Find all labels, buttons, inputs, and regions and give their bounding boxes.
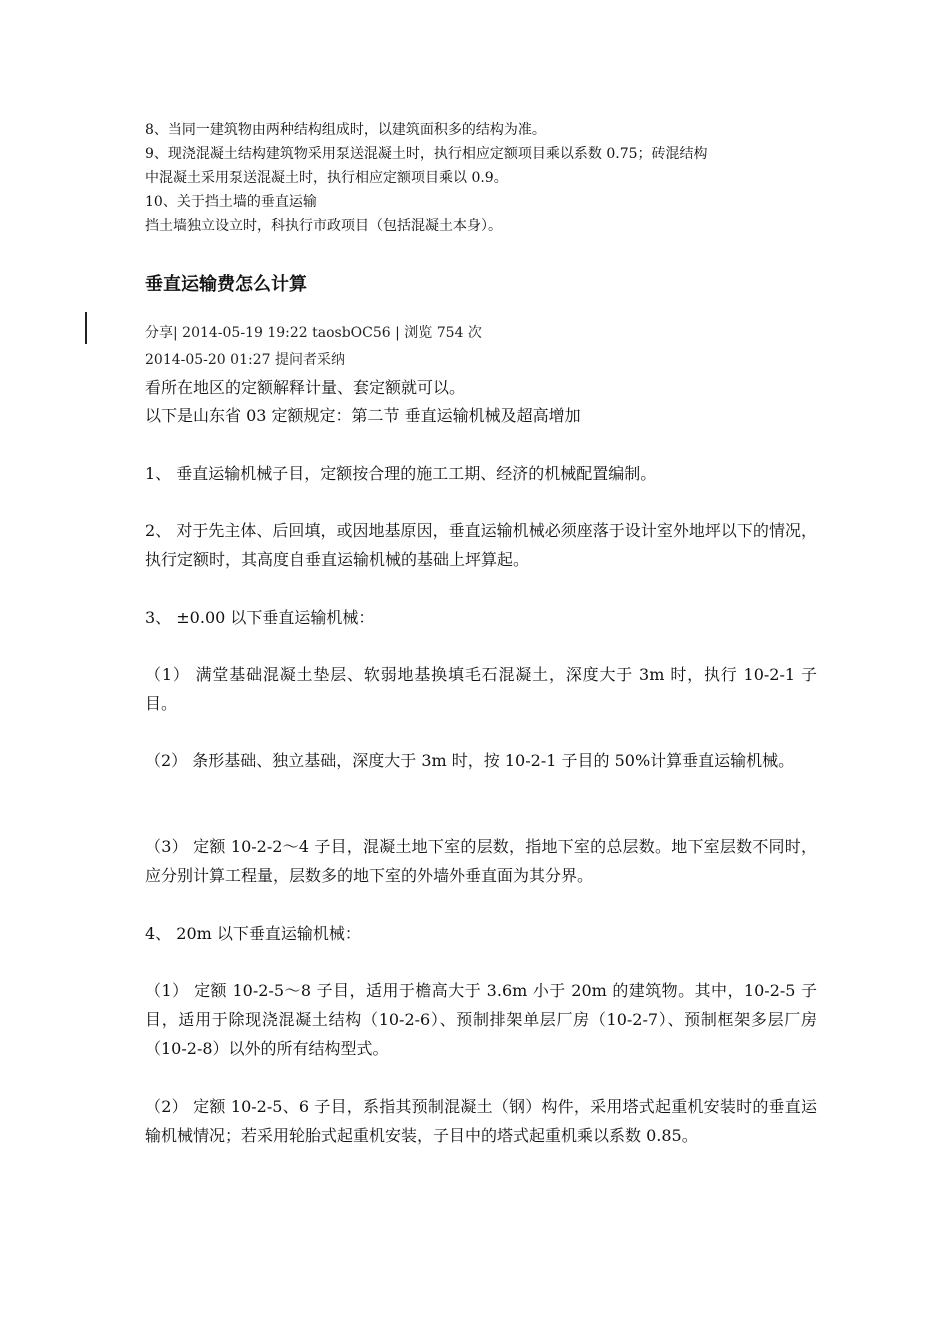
- rule-paragraph: （2） 定额 10-2-5、6 子目，系指其预制混凝土（钢）构件，采用塔式起重机安装时的垂直运输机械情况；若采用轮胎式起重机安装，子目中的塔式起重机乘以系数 0.85。: [145, 1097, 817, 1145]
- rule-paragraph: （2） 条形基础、独立基础，深度大于 3m 时，按 10-2-1 子目的 50%计算垂直运输机械。: [145, 751, 795, 770]
- article-title: 垂直运输费怎么计算: [145, 274, 307, 295]
- note-line: 8、当同一建筑物由两种结构组成时，以建筑面积多的结构为准。: [145, 122, 546, 138]
- rule-paragraph: 3、 ±0.00 以下垂直运输机械：: [145, 608, 375, 627]
- share-meta-line: 分享| 2014-05-19 19:22 taosbOC56 | 浏览 754 次: [145, 325, 482, 341]
- intro-line: 看所在地区的定额解释计量、套定额就可以。: [145, 378, 466, 397]
- answer-intro: [145, 374, 825, 430]
- rule-paragraph: （3） 定额 10-2-2～4 子目，混凝土地下室的层数，指地下室的总层数。地下室层数不同时，应分别计算工程量，层数多的地下室的外墙外垂直面为其分界。: [145, 837, 817, 885]
- rule-paragraph: 2、 对于先主体、后回填，或因地基原因，垂直运输机械必须座落于设计室外地坪以下的情况，执行定额时，其高度自垂直运输机械的基础上坪算起。: [145, 521, 817, 569]
- intro-line: 以下是山东省 03 定额规定：第二节 垂直运输机械及超高增加: [145, 406, 581, 425]
- rule-paragraph: （1） 定额 10-2-5～8 子目，适用于檐高大于 3.6m 小于 20m 的建筑物。其中，10-2-5 子目，适用于除现浇混凝土结构（10-2-6）、预制排架单层厂房（10-2-7）、预制框架多层厂房（10-2-8）以外的所有结构型式。: [145, 981, 817, 1058]
- note-line: 中混凝土采用泵送混凝土时，执行相应定额项目乘以 0.9。: [145, 170, 508, 186]
- note-line: 9、现浇混凝土结构建筑物采用泵送混凝土时，执行相应定额项目乘以系数 0.75；砖混结构: [145, 146, 708, 162]
- rule-paragraph: 4、 20m 以下垂直运输机械：: [145, 924, 361, 943]
- rule-paragraph: （1） 满堂基础混凝土垫层、软弱地基换填毛石混凝土，深度大于 3m 时，执行 10-2-1 子目。: [145, 665, 817, 713]
- article-meta: [145, 320, 825, 374]
- note-line: 挡土墙独立设立时，科执行市政项目（包括混凝土本身）。: [145, 218, 502, 234]
- text-cursor: [85, 312, 87, 344]
- continued-notes: [145, 118, 825, 238]
- note-line: 10、关于挡土墙的垂直运输: [145, 194, 317, 210]
- rule-paragraph: 1、 垂直运输机械子目，定额按合理的施工工期、经济的机械配置编制。: [145, 464, 657, 483]
- accepted-meta-line: 2014-05-20 01:27 提问者采纳: [145, 352, 345, 368]
